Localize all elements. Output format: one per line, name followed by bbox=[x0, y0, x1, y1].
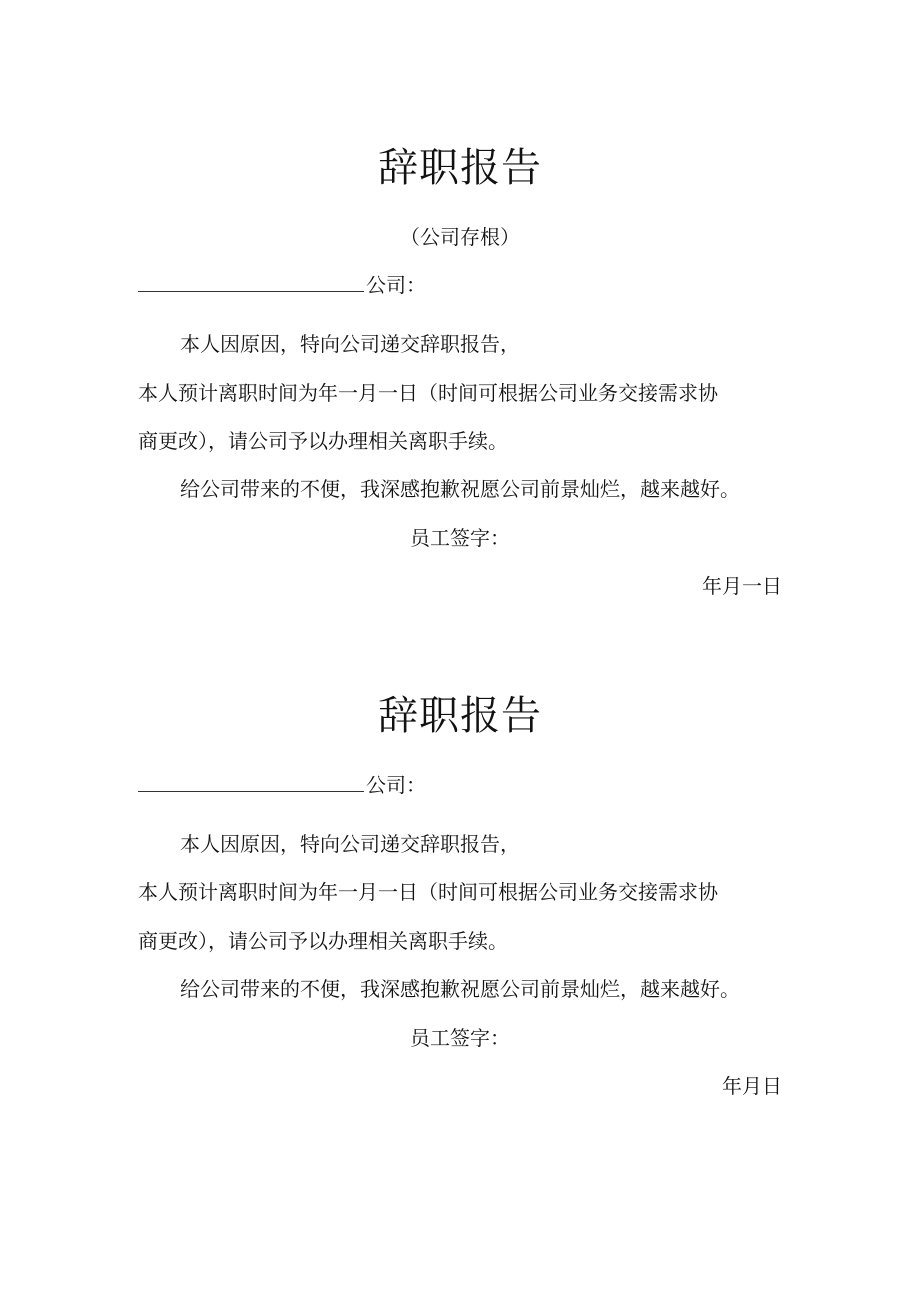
form1-company-suffix: 公司： bbox=[366, 273, 426, 297]
form2-signature-label: 员工签字： bbox=[410, 1026, 510, 1050]
form2-company-suffix: 公司： bbox=[366, 773, 426, 797]
form1-company-blank[interactable] bbox=[138, 273, 364, 292]
form2-date-line: 年月日 bbox=[722, 1074, 782, 1098]
form2-line3: 商更改），请公司予以办理相关离职手续。 bbox=[138, 929, 508, 953]
form1-signature-label: 员工签字： bbox=[410, 526, 510, 550]
form2-line2: 本人预计离职时间为年一月一日（时间可根据公司业务交接需求协 bbox=[138, 880, 718, 904]
form2-title: 辞职报告 bbox=[378, 693, 542, 739]
form1-title: 辞职报告 bbox=[378, 145, 542, 191]
form1-line3: 商更改），请公司予以办理相关离职手续。 bbox=[138, 429, 508, 453]
form2-company-line bbox=[138, 772, 426, 798]
form1-company-line bbox=[138, 272, 426, 298]
form1-line4: 给公司带来的不便，我深感抱歉祝愿公司前景灿烂，越来越好。 bbox=[180, 477, 740, 501]
form2-line4: 给公司带来的不便，我深感抱歉祝愿公司前景灿烂，越来越好。 bbox=[180, 977, 740, 1001]
form1-line1: 本人因原因，特向公司递交辞职报告， bbox=[180, 332, 520, 356]
form1-line2: 本人预计离职时间为年一月一日（时间可根据公司业务交接需求协 bbox=[138, 381, 718, 405]
form1-subtitle: （公司存根） bbox=[400, 225, 520, 249]
form1-date-line: 年月一日 bbox=[702, 574, 782, 598]
form2-line1: 本人因原因，特向公司递交辞职报告， bbox=[180, 832, 520, 856]
form2-company-blank[interactable] bbox=[138, 773, 364, 792]
